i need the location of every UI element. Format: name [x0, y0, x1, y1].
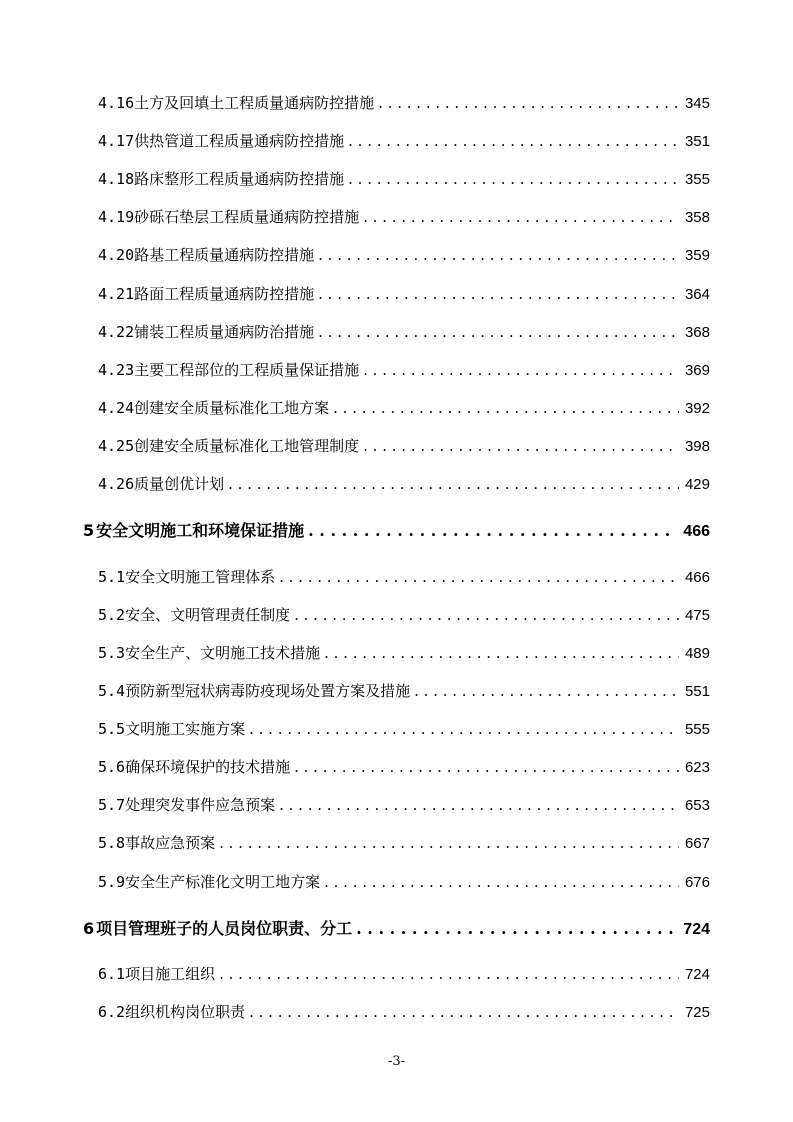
dot-leader — [279, 796, 679, 814]
toc-entry-title: 土方及回填土工程质量通病防控措施 — [134, 94, 375, 112]
toc-entry-title: 安全、文明管理责任制度 — [125, 606, 291, 624]
toc-entry-title: 文明施工实施方案 — [125, 720, 246, 738]
toc-entry-page: 555 — [684, 721, 710, 738]
dot-leader — [363, 361, 679, 379]
dot-leader — [414, 682, 679, 700]
toc-chapter[interactable] — [83, 916, 710, 939]
dot-leader — [348, 170, 679, 188]
toc-entry-title: 主要工程部位的工程质量保证措施 — [134, 361, 360, 379]
toc-entry-page: 359 — [684, 247, 710, 264]
toc-entry-number: 5.2 — [98, 606, 126, 624]
toc-entry[interactable] — [98, 642, 710, 663]
dot-leader — [363, 208, 679, 226]
toc-entry-number: 4.26 — [98, 475, 135, 493]
toc-entry-page: 429 — [684, 476, 710, 493]
toc-entry-page: 364 — [684, 286, 710, 303]
toc-entry[interactable] — [98, 794, 710, 815]
toc-entry-page: 724 — [684, 966, 710, 983]
toc-entry-page: 653 — [684, 797, 710, 814]
toc-chapter-page: 466 — [683, 523, 710, 540]
toc-entry-number: 4.23 — [98, 361, 135, 379]
toc-entry-page: 551 — [684, 683, 710, 700]
toc-entry[interactable] — [98, 680, 710, 701]
toc-entry[interactable] — [98, 130, 710, 151]
toc-entry-title: 处理突发事件应急预案 — [125, 796, 276, 814]
toc-entry-number: 6.2 — [98, 1003, 126, 1021]
dot-leader — [249, 720, 679, 738]
dot-leader — [363, 437, 679, 455]
dot-leader — [356, 919, 677, 938]
toc-entry-page: 398 — [684, 438, 710, 455]
toc-entry[interactable] — [98, 92, 710, 113]
toc-entry-page: 345 — [684, 95, 710, 112]
toc-entry-number: 4.22 — [98, 323, 135, 341]
dot-leader — [249, 1003, 679, 1021]
toc-entry-title: 安全文明施工管理体系 — [125, 568, 276, 586]
toc-entry-title: 创建安全质量标准化工地管理制度 — [134, 437, 360, 455]
dot-leader — [333, 399, 679, 417]
toc-entry-title: 路床整形工程质量通病防控措施 — [134, 170, 345, 188]
dot-leader — [318, 285, 679, 303]
dot-leader — [228, 475, 679, 493]
toc-entry[interactable] — [98, 871, 710, 892]
toc-entry-page: 369 — [684, 362, 710, 379]
toc-entry-title: 确保环境保护的技术措施 — [125, 758, 291, 776]
toc-chapter-number: 6 — [83, 919, 95, 938]
toc-entry-number: 4.18 — [98, 170, 135, 188]
toc-entry[interactable] — [98, 168, 710, 189]
toc-entry-title: 铺装工程质量通病防治措施 — [134, 323, 315, 341]
toc-entry-number: 4.16 — [98, 94, 135, 112]
toc-entry-number: 5.6 — [98, 758, 126, 776]
toc-entry[interactable] — [98, 244, 710, 265]
toc-entry-title: 路基工程质量通病防控措施 — [134, 246, 315, 264]
toc-entry-title: 创建安全质量标准化工地方案 — [134, 399, 330, 417]
toc-entry[interactable] — [98, 756, 710, 777]
toc-chapter-title: 项目管理班子的人员岗位职责、分工 — [96, 919, 353, 938]
toc-entry-number: 4.20 — [98, 246, 135, 264]
toc-entry[interactable] — [98, 359, 710, 380]
dot-leader — [324, 644, 679, 662]
toc-entry[interactable] — [98, 473, 710, 494]
toc-entry[interactable] — [98, 283, 710, 304]
toc-entry[interactable] — [98, 206, 710, 227]
toc-entry-title: 安全生产标准化文明工地方案 — [125, 873, 321, 891]
dot-leader — [219, 965, 679, 983]
toc-entry-number: 6.1 — [98, 965, 126, 983]
toc-chapter-title: 安全文明施工和环境保证措施 — [96, 521, 305, 540]
dot-leader — [318, 246, 679, 264]
toc-entry-title: 事故应急预案 — [125, 834, 216, 852]
toc-entry[interactable] — [98, 397, 710, 418]
dot-leader — [378, 94, 679, 112]
toc-entry[interactable] — [98, 832, 710, 853]
toc-entry-number: 5.9 — [98, 873, 126, 891]
toc-entry-title: 质量创优计划 — [134, 475, 225, 493]
dot-leader — [318, 323, 679, 341]
toc-entry-number: 5.8 — [98, 834, 126, 852]
toc-entry-page: 489 — [684, 645, 710, 662]
dot-leader — [279, 568, 679, 586]
toc-chapter-page: 724 — [683, 921, 710, 938]
toc-entry[interactable] — [98, 321, 710, 342]
toc-entry-page: 475 — [684, 607, 710, 624]
toc-entry-number: 4.24 — [98, 399, 135, 417]
toc-chapter[interactable] — [83, 518, 710, 541]
toc-chapter-number: 5 — [83, 521, 95, 540]
toc-entry[interactable] — [98, 604, 710, 625]
toc-entry-page: 725 — [684, 1004, 710, 1021]
toc-entry-title: 安全生产、文明施工技术措施 — [125, 644, 321, 662]
toc-entry-page: 368 — [684, 324, 710, 341]
toc-entry-number: 4.19 — [98, 208, 135, 226]
toc-entry-title: 砂砾石垫层工程质量通病防控措施 — [134, 208, 360, 226]
toc-entry-number: 5.4 — [98, 682, 126, 700]
toc-entry[interactable] — [98, 1001, 710, 1022]
toc-entry-number: 4.17 — [98, 132, 135, 150]
toc-entry[interactable] — [98, 963, 710, 984]
toc-entry-page: 676 — [684, 874, 710, 891]
toc-entry-page: 355 — [684, 171, 710, 188]
toc-entry-number: 5.5 — [98, 720, 126, 738]
toc-entry-title: 项目施工组织 — [125, 965, 216, 983]
toc-entry-page: 392 — [684, 400, 710, 417]
toc-entry-number: 4.21 — [98, 285, 135, 303]
toc-entry-page: 466 — [684, 569, 710, 586]
toc-entry-number: 5.3 — [98, 644, 126, 662]
toc-entry-page: 667 — [684, 835, 710, 852]
toc-entry-title: 预防新型冠状病毒防疫现场处置方案及措施 — [125, 682, 411, 700]
page-number: -3- — [387, 1054, 406, 1069]
dot-leader — [294, 606, 679, 624]
dot-leader — [294, 758, 679, 776]
dot-leader — [308, 521, 677, 540]
toc-entry-page: 351 — [684, 133, 710, 150]
toc-entry-title: 组织机构岗位职责 — [125, 1003, 246, 1021]
toc-entry-number: 4.25 — [98, 437, 135, 455]
toc-entry-number: 5.7 — [98, 796, 126, 814]
toc-entry-title: 供热管道工程质量通病防控措施 — [134, 132, 345, 150]
dot-leader — [348, 132, 679, 150]
toc-entry[interactable] — [98, 435, 710, 456]
toc-entry[interactable] — [98, 718, 710, 739]
toc-entry-page: 358 — [684, 209, 710, 226]
toc-entry[interactable] — [98, 566, 710, 587]
dot-leader — [324, 873, 679, 891]
toc-entry-page: 623 — [684, 759, 710, 776]
toc-entry-number: 5.1 — [98, 568, 126, 586]
toc-entry-title: 路面工程质量通病防控措施 — [134, 285, 315, 303]
dot-leader — [219, 834, 679, 852]
